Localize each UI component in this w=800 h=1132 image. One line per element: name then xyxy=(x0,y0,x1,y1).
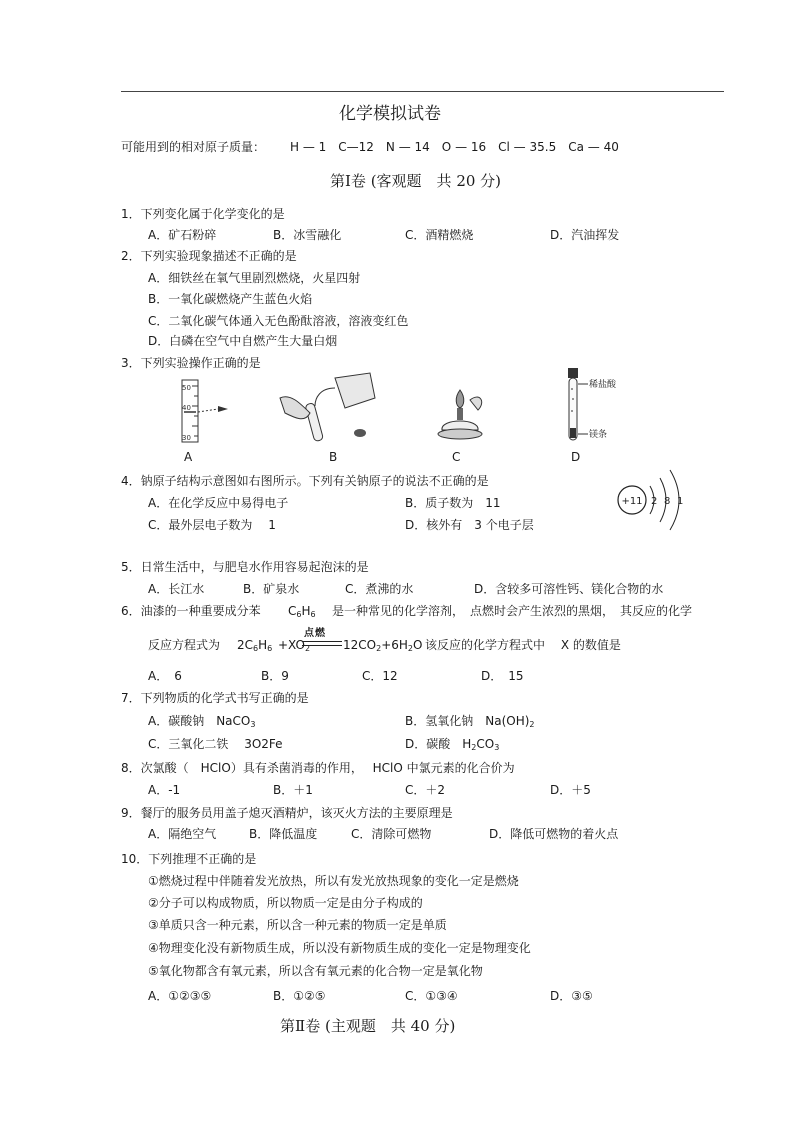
nucleus-charge: +11 xyxy=(621,496,643,507)
q6-option-d: D． 15 xyxy=(481,669,524,683)
q10-option-b: B．①②⑤ xyxy=(273,989,326,1003)
q8-option-b: B．＋1 xyxy=(273,783,313,797)
q2-option-d: D．白磷在空气中自燃产生大量白烟 xyxy=(148,334,338,348)
q6-eq-tail: 该反应的化学方程式中 X 的数值是 xyxy=(425,638,621,652)
q9-option-a: A．隔绝空气 xyxy=(148,827,217,841)
q8-option-a: A．-1 xyxy=(148,783,181,797)
q2-option-c: C．二氧化碳气体通入无色酚酞溶液，溶液变红色 xyxy=(148,314,409,328)
q10-option-c: C．①③④ xyxy=(405,989,458,1003)
q1-option-b: B．冰雪融化 xyxy=(273,228,342,242)
q6-option-a: A． 6 xyxy=(148,669,182,683)
q7-option-b: B．氢氧化钠 $Na(OH)_2$ xyxy=(405,714,535,729)
q6-eq-sign-bottom xyxy=(302,645,342,646)
q9-option-d: D．降低可燃物的着火点 xyxy=(489,827,619,841)
q5-option-d: D．含较多可溶性钙、镁化合物的水 xyxy=(474,582,664,596)
q6-eq-right-text: 12CO xyxy=(343,638,377,652)
q6-benzene-formula: $C_6H_6$ xyxy=(288,604,316,619)
q7-stem: 7．下列物质的化学式书写正确的是 xyxy=(121,691,309,705)
shell-1-count: 2 xyxy=(651,496,658,507)
q10-stem: 10．下列推理不正确的是 xyxy=(121,852,257,866)
q10-statement-4: ④物理变化没有新物质生成，所以没有新物质生成的变化一定是物理变化 xyxy=(148,941,531,955)
q2-option-b: B．一氧化碳燃烧产生蓝色火焰 xyxy=(148,292,313,306)
atomic-masses: H — 1 C—12 N — 14 O — 16 Cl — 35.5 Ca — 40 xyxy=(290,140,619,154)
q5-option-c: C．煮沸的水 xyxy=(345,582,414,596)
q6-eq-reactant: $2C_6H_6$ xyxy=(237,638,273,653)
q6-eq-intro: 反应方程式为 xyxy=(148,638,221,652)
q9-option-c: C．清除可燃物 xyxy=(351,827,432,841)
q4-option-d: D．核外有 3 个电子层 xyxy=(405,518,534,532)
q6-eq-left: $+XO_2$ xyxy=(278,638,311,653)
q8-option-c: C．＋2 xyxy=(405,783,446,797)
header-rule xyxy=(121,91,724,92)
q6-eq-left-text: +XO xyxy=(278,638,305,652)
q1-option-c: C．酒精燃烧 xyxy=(405,228,474,242)
section1-title: 第Ⅰ卷 (客观题 共 20 分) xyxy=(330,172,502,190)
q6-stem-a: 6．油漆的一种重要成分苯 xyxy=(121,604,261,618)
q7-option-c: C．三氧化二铁 3O2Fe xyxy=(148,737,283,751)
q4-stem: 4．钠原子结构示意图如右图所示。下列有关钠原子的说法不正确的是 xyxy=(121,474,489,488)
q6-option-c: C．12 xyxy=(362,669,398,683)
figure-c-alcohol-lamp xyxy=(430,380,490,446)
label-dilute-hcl: 稀盐酸 xyxy=(589,380,617,390)
shell-3-count: 1 xyxy=(677,496,684,507)
q7-option-d: D．碳酸 $H_2CO_3$ xyxy=(405,737,500,752)
q10-statement-1: ①燃烧过程中伴随着发光放热，所以有发光放热现象的变化一定是燃烧 xyxy=(148,874,519,888)
scale-tick-40: 40 xyxy=(182,404,191,412)
figure-label-a: A xyxy=(184,450,193,464)
q3-stem: 3．下列实验操作正确的是 xyxy=(121,356,261,370)
q4-option-c: C．最外层电子数为 1 xyxy=(148,518,276,532)
q1-option-a: A．矿石粉碎 xyxy=(148,228,217,242)
q8-option-d: D．＋5 xyxy=(550,783,591,797)
q6-eq-condition: 点燃 xyxy=(304,628,326,639)
q5-option-b: B．矿泉水 xyxy=(243,582,300,596)
atomic-mass-label: 可能用到的相对原子质量： xyxy=(121,140,266,154)
page-title: 化学模拟试卷 xyxy=(339,104,441,124)
q6-eq-right: $12CO_2+6H_2O$ xyxy=(343,638,423,653)
section2-title: 第Ⅱ卷 (主观题 共 40 分) xyxy=(280,1017,456,1035)
q1-option-d: D．汽油挥发 xyxy=(550,228,620,242)
q4-option-a: A．在化学反应中易得电子 xyxy=(148,496,289,510)
figure-label-b: B xyxy=(329,450,338,464)
figure-label-c: C xyxy=(452,450,461,464)
figure-label-d: D xyxy=(571,450,581,464)
q4-option-b: B．质子数为 11 xyxy=(405,496,501,510)
figure-b-pouring xyxy=(275,368,380,448)
q7-option-d-text: D．碳酸 H xyxy=(405,737,472,751)
scale-tick-50: 50 xyxy=(182,384,191,392)
q5-stem: 5．日常生活中，与肥皂水作用容易起泡沫的是 xyxy=(121,560,369,574)
q6-stem-b: 是一种常见的化学溶剂， 点燃时会产生浓烈的黑烟， 其反应的化学 xyxy=(332,604,693,618)
q9-stem: 9．餐厅的服务员用盖子熄灭酒精炉，该灭火方法的主要原理是 xyxy=(121,806,453,820)
q7-option-a-text: A．碳酸钠 NaCO xyxy=(148,714,251,728)
q6-eq-sign-top xyxy=(302,641,342,642)
figure-a-cylinder xyxy=(170,376,234,446)
q1-stem: 1．下列变化属于化学变化的是 xyxy=(121,207,285,221)
q7-option-b-text: B．氢氧化钠 Na(OH) xyxy=(405,714,530,728)
q10-statement-2: ②分子可以构成物质，所以物质一定是由分子构成的 xyxy=(148,896,423,910)
q10-option-a: A．①②③⑤ xyxy=(148,989,212,1003)
q2-stem: 2．下列实验现象描述不正确的是 xyxy=(121,249,297,263)
q8-stem: 8．次氯酸（ HClO）具有杀菌消毒的作用， HClO 中氯元素的化合价为 xyxy=(121,761,515,775)
q10-statement-3: ③单质只含一种元素，所以含一种元素的物质一定是单质 xyxy=(148,918,447,932)
q6-option-b: B．9 xyxy=(261,669,289,683)
q9-option-b: B．降低温度 xyxy=(249,827,318,841)
label-magnesium-ribbon: 镁条 xyxy=(589,430,608,440)
q7-option-d-tail: CO xyxy=(476,737,495,751)
q2-option-a: A．细铁丝在氧气里剧烈燃烧，火星四射 xyxy=(148,271,361,285)
figure-d-test-tube xyxy=(558,366,638,446)
q5-option-a: A．长江水 xyxy=(148,582,205,596)
scale-tick-30: 30 xyxy=(182,434,191,442)
q10-statement-5: ⑤氧化物都含有氧元素，所以含有氧元素的化合物一定是氧化物 xyxy=(148,964,483,978)
shell-2-count: 8 xyxy=(664,496,671,507)
sodium-atom-diagram xyxy=(612,466,694,532)
q10-option-d: D．③⑤ xyxy=(550,989,593,1003)
q7-option-a: A．碳酸钠 NaCO$_3$ xyxy=(148,714,256,729)
